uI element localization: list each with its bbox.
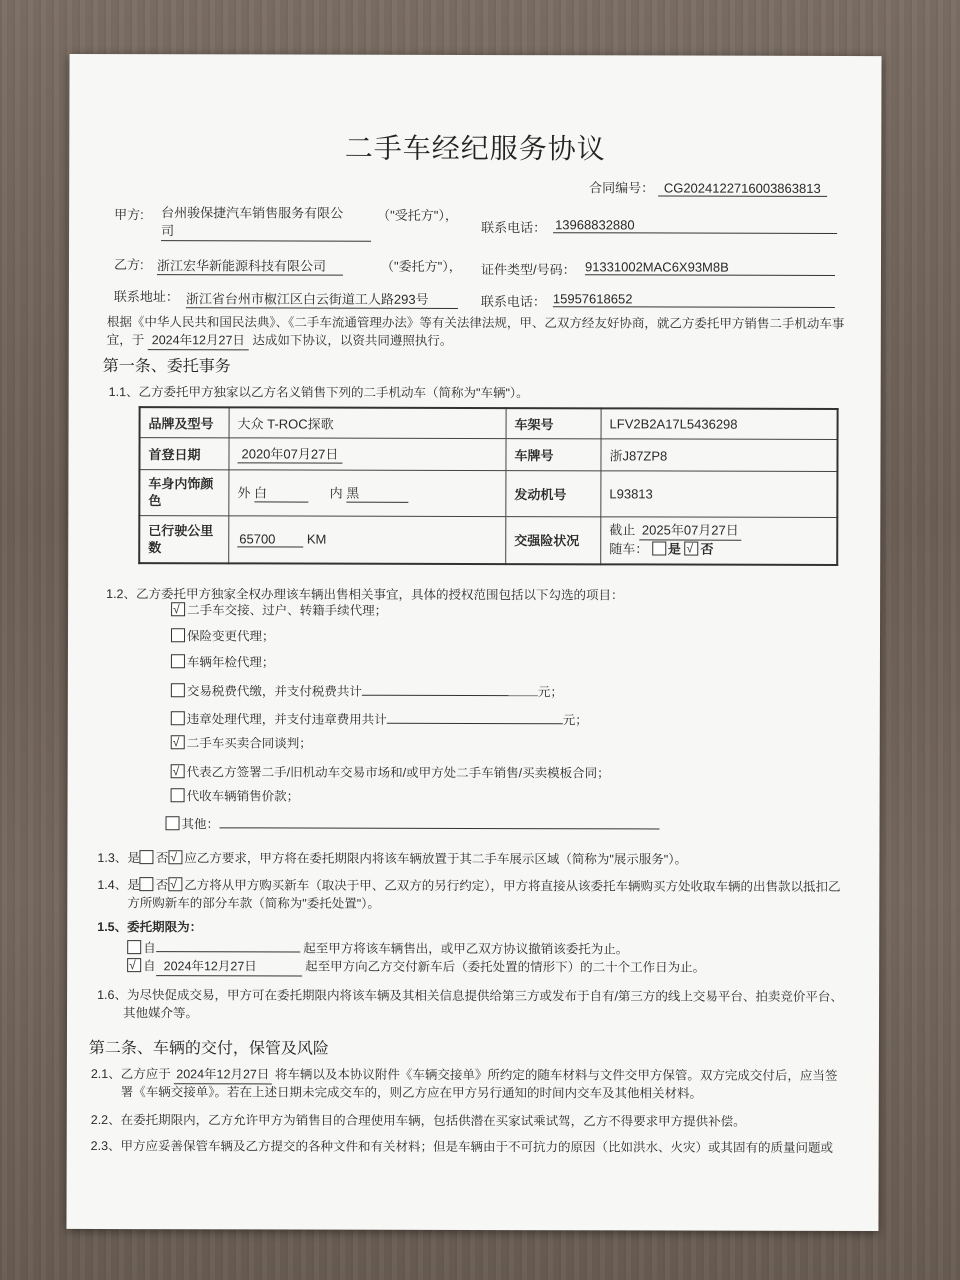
party-b-phone: 15957618652 [553, 291, 835, 308]
mileage-label: 已行驶公里数 [139, 515, 229, 563]
party-b-label: 乙方: [113, 257, 144, 273]
vin-label: 车架号 [506, 408, 601, 438]
clause-1-4-no-checkbox[interactable] [168, 877, 182, 891]
option-item: √二手车买卖合同谈判； [171, 734, 312, 752]
option-item: √二手车交接、过户、转籍手续代理； [171, 601, 387, 620]
party-a-role: （"受托方"）， [377, 207, 458, 223]
preamble-date: 2024年12月27日 [148, 331, 249, 350]
insurance-with-car-no-checkbox[interactable] [685, 542, 699, 556]
clause-1-6-line2: 其他媒介等。 [123, 1006, 199, 1021]
party-b-role: （"委托方"）， [380, 258, 462, 274]
option-item: 代收车辆销售价款； [171, 787, 300, 805]
exterior-color: 白 [254, 482, 308, 502]
party-a-name-line2: 司 [161, 222, 371, 242]
tax-amount-field[interactable] [362, 681, 538, 696]
plate-value: 浙J87ZP8 [601, 438, 838, 471]
party-b-address: 浙江省台州市椒江区白云街道工人路293号 [186, 288, 458, 309]
clause-1-5-title: 1.5、委托期限为： [97, 920, 203, 935]
table-row [140, 407, 838, 439]
option-checkbox[interactable] [171, 735, 185, 749]
option-checkbox[interactable] [171, 654, 185, 668]
party-b-address-label: 联系地址： [113, 289, 179, 305]
clause-2-1: 2.1、乙方应于 2024年12月27日 将车辆以及本协议附件《车辆交接单》所约定的随车材料与文件交甲方保管。双方完成交付后，应当签 [90, 1066, 838, 1083]
contract-page [66, 54, 881, 1231]
clause-1-6: 1.6、为尽快促成交易，甲方可在委托期限内将该车辆及其相关信息提供给第三方或发布于自有/第三方的线上交易平台、拍卖竞价平台、 [97, 988, 843, 1004]
mileage-cell [229, 515, 506, 564]
insurance-expiry-date: 2025年07月27日 [639, 522, 742, 541]
party-a-phone-label: 联系电话： [481, 220, 547, 236]
term-option-2-date: 2024年12月27日 [156, 957, 302, 976]
term-option-2: √自 2024年12月27日 起至甲方向乙方交付新车后（委托处置的情形下）的二十个工作日为止。 [127, 957, 705, 978]
color-label: 车身内饰颜色 [139, 469, 229, 515]
party-a-name-line1: 台州骏保捷汽车销售服务有限公 [161, 205, 344, 221]
reg-date-cell [229, 437, 506, 470]
option-checkbox[interactable] [171, 764, 185, 778]
engine-value: L93813 [601, 470, 838, 517]
option-item: 保险变更代理； [171, 627, 275, 645]
insurance-label: 交强险状况 [506, 516, 601, 564]
party-b-id-label: 证件类型/号码： [480, 262, 576, 278]
option-checkbox[interactable] [171, 788, 185, 802]
term-option-1-date-field[interactable] [156, 937, 300, 952]
clause-1-4-yes-checkbox[interactable] [140, 877, 154, 891]
term-option-2-checkbox[interactable] [127, 958, 141, 972]
clause-1-3: 1.3、是 否√ 应乙方要求，甲方将在委托期限内将该车辆放置于其二手车展示区域（简称为"展示服务"）。 [97, 849, 687, 869]
clause-2-1-line2: 署《车辆交接单》。若在上述日期未完成交车的，则乙方应在甲方另行通知的时间内交车及其他相关材料。 [120, 1085, 703, 1101]
page-title: 二手车经纪服务协议 [344, 132, 606, 165]
option-checkbox[interactable] [171, 683, 185, 697]
table-row [139, 469, 837, 517]
reg-date-value: 2020年07月27日 [237, 443, 342, 463]
party-b-phone-label: 联系电话： [480, 294, 546, 310]
brand-label: 品牌及型号 [140, 407, 230, 437]
preamble-line2: 宜，于 2024年12月27日 达成如下协议，以资共同遵照执行。 [107, 331, 453, 351]
clause-1-3-yes-checkbox[interactable] [140, 850, 154, 864]
violation-amount-field[interactable] [387, 709, 563, 724]
article-2-title: 第二条、车辆的交付，保管及风险 [88, 1039, 329, 1058]
insurance-cell: 截止 2025年07月27日 随车： 是 √ 否 [601, 516, 838, 565]
clause-1-4: 1.4、是 否√ 乙方将从甲方购买新车（取决于甲、乙双方的另行约定），甲方将直接从该委托车辆购买方处收取车辆的出售款以抵扣乙 [97, 876, 840, 896]
handover-date: 2024年12月27日 [174, 1065, 271, 1084]
option-checkbox[interactable] [171, 602, 185, 616]
table-row [139, 437, 837, 471]
vin-value: LFV2B2A17L5436298 [601, 408, 838, 439]
vehicle-info-table [138, 406, 838, 566]
option-checkbox[interactable] [166, 816, 180, 830]
party-b-id-number: 91331002MAC6X93M8B [585, 259, 835, 276]
plate-label: 车牌号 [506, 438, 601, 470]
clause-2-3: 2.3、甲方应妥善保管车辆及乙方提交的各种文件和有关材料；但是车辆由于不可抗力的原因（比如洪水、火灾）或其固有的质量问题或 [90, 1138, 834, 1155]
clause-1-4-line2: 方所购新车的部分车款（简称为"委托处置"）。 [127, 896, 380, 911]
term-option-1-checkbox[interactable] [127, 940, 141, 954]
mileage-unit: KM [306, 531, 327, 547]
mileage-value: 65700 [237, 531, 303, 547]
option-item: 违章处理代理，并支付违章费用共计 元； [171, 708, 588, 729]
insurance-with-car-yes-checkbox[interactable] [652, 542, 666, 556]
preamble-line1: 根据《中华人民共和国民法典》、《二手车流通管理办法》等有关法律法规，甲、乙双方经友好协商，就乙方委托甲方销售二手机动车事 [106, 315, 845, 331]
color-cell: 外 白 内 黑 [229, 469, 506, 516]
clause-2-2: 2.2、在委托期限内，乙方允许甲方为销售目的合理使用车辆，包括供潜在买家试乘试驾，乙方不得要求甲方提供补偿。 [90, 1112, 746, 1129]
other-field[interactable] [219, 813, 659, 829]
option-item: 交易税费代缴，并支付税费共计 元； [171, 680, 563, 701]
term-option-1: 自 起至甲方将该车辆售出，或甲乙双方协议撤销该委托为止。 [127, 937, 628, 958]
party-b-name: 浙江宏华新能源科技有限公司 [157, 255, 343, 275]
option-checkbox[interactable] [171, 711, 185, 725]
party-a-name [161, 204, 371, 242]
clause-1-2: 1.2、乙方委托甲方独家全权办理该车辆出售相关事宜，具体的授权范围包括以下勾选的项目： [106, 587, 624, 603]
party-a-label: 甲方: [114, 207, 144, 223]
party-a-phone: 13968832880 [553, 217, 837, 234]
article-1-title: 第一条、委托事务 [102, 358, 231, 376]
option-checkbox[interactable] [171, 628, 185, 642]
clause-1-1: 1.1、乙方委托甲方独家以乙方名义销售下列的二手机动车（简称为"车辆"）。 [108, 385, 529, 401]
clause-1-3-no-checkbox[interactable] [168, 850, 182, 864]
contract-number-label: 合同编号： [589, 180, 655, 196]
interior-color: 黑 [346, 483, 408, 503]
option-item: 其他： [165, 813, 659, 834]
contract-number-value: CG2024122716003863813 [658, 180, 827, 196]
brand-value: 大众 T-ROC探歌 [229, 407, 506, 438]
engine-label: 发动机号 [506, 470, 601, 516]
table-row [139, 515, 837, 565]
contract-number-row [589, 177, 827, 197]
option-item: √代表乙方签署二手/旧机动车交易市场和/或甲方处二手车销售/买卖模板合同； [171, 763, 610, 782]
option-item: 车辆年检代理； [171, 653, 275, 671]
reg-date-label: 首登日期 [139, 437, 229, 469]
